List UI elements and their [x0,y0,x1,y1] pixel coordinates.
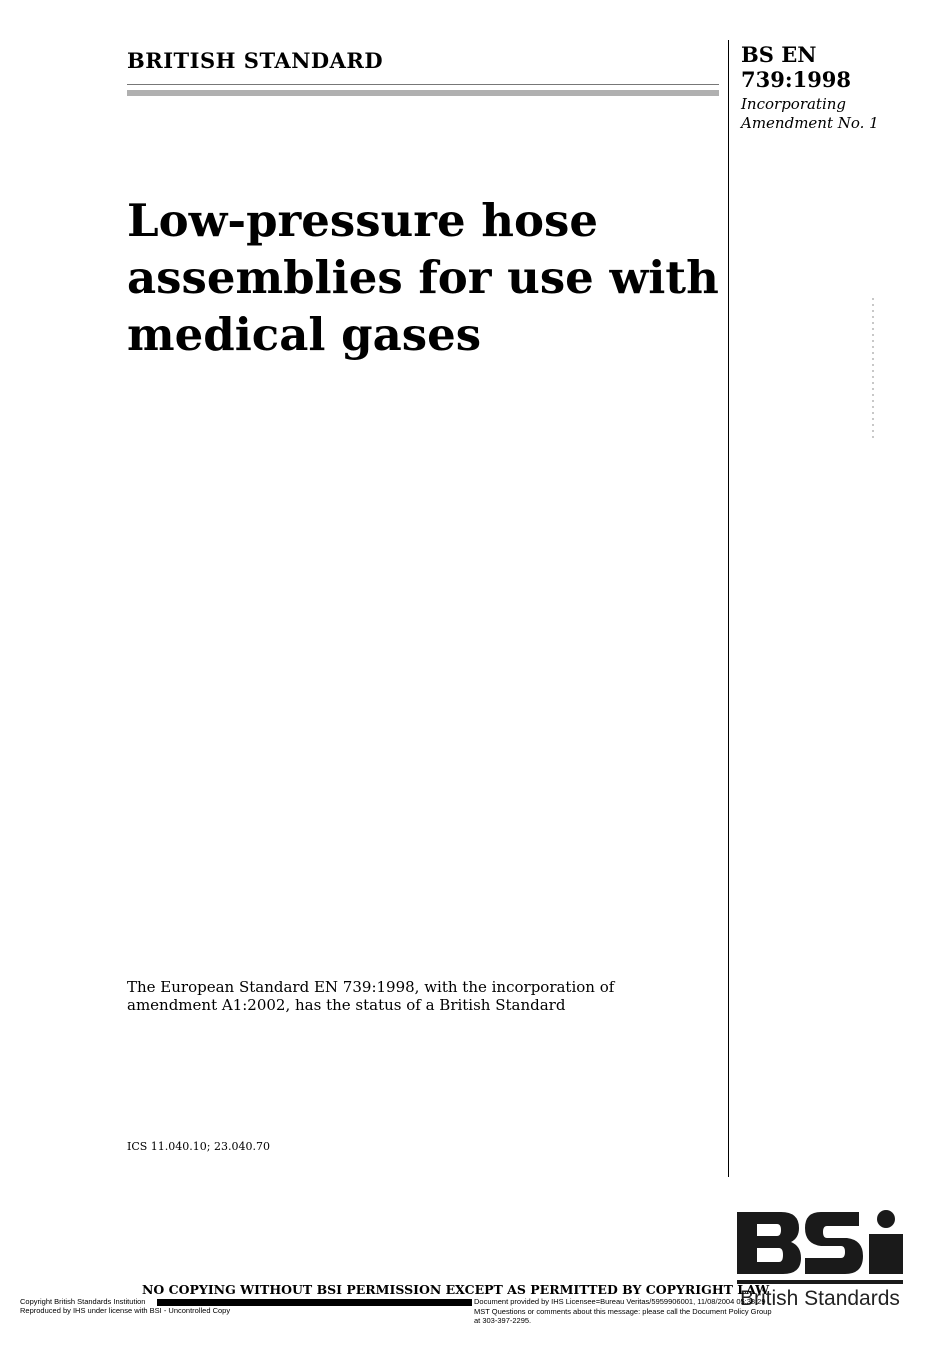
column-divider [728,40,729,1177]
header-rule-thick [127,90,719,96]
bsi-logo-letter-b [737,1212,801,1274]
side-marginal-trace [872,298,874,438]
amendment-note: Incorporating Amendment No. 1 [741,95,879,132]
document-title: Low-pressure hose assemblies for use with medical gases [127,194,719,361]
footer-license-line: Reproduced by IHS under license with BSI - Uncontrolled Copy [20,1306,231,1315]
footer-copyright-line: Copyright British Standards Institution [20,1297,146,1306]
ics-codes: ICS 11.040.10; 23.040.70 [127,1140,270,1153]
bsi-logo-letter-s [805,1212,863,1274]
bsi-tagline: British Standards [740,1287,900,1310]
footer-right-notice: Document provided by IHS Licensee=Bureau Veritas/5959906001, 11/08/2004 05:38:29 MST Questions or comments about this message: please call the Document Policy Group at 303-397-2295. [474,1297,772,1325]
copyright-warning: NO COPYING WITHOUT BSI PERMISSION EXCEPT AS PERMITTED BY COPYRIGHT LAW [142,1282,770,1297]
header-label: BRITISH STANDARD [127,48,384,73]
header-rule-thin [127,84,719,85]
footer-left-notice [20,1297,230,1315]
standard-number: BS EN 739:1998 [741,42,852,92]
status-statement: The European Standard EN 739:1998, with the incorporation of amendment A1:2002, has the status of a British Standard [127,978,615,1014]
